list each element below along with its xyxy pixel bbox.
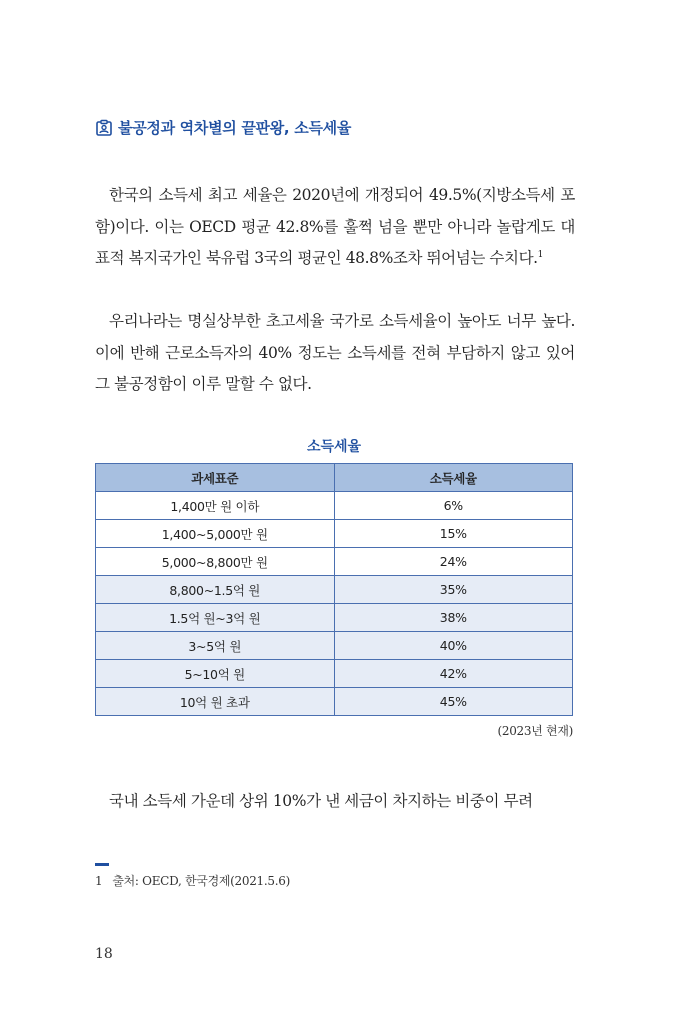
section-heading [95, 117, 351, 138]
paragraph-1-text: 한국의 소득세 최고 세율은 2020년에 개정되어 49.5%(지방소득세 포함)이다. 이는 OECD 평균 42.8%를 훌쩍 넘을 뿐만 아니라 놀랍게도 대표적 복지국가인 북유럽 3국의 평균인 48.8%조차 뛰어넘는 수치다. [95, 186, 575, 267]
footnote-divider [95, 863, 109, 866]
rate-cell: 6% [334, 492, 573, 520]
rate-cell: 45% [334, 688, 573, 716]
table-row [96, 660, 573, 688]
section-title: 불공정과 역차별의 끝판왕, 소득세율 [118, 119, 352, 137]
bracket-cell: 8,800~1.5억 원 [96, 576, 335, 604]
clipboard-person-icon [95, 119, 113, 137]
paragraph-1 [95, 180, 575, 275]
column-header-bracket: 과세표준 [96, 464, 335, 492]
footnote [95, 872, 290, 889]
table-as-of-note: (2023년 현재) [497, 724, 573, 738]
bracket-cell: 3~5억 원 [96, 632, 335, 660]
bracket-cell: 1,400만 원 이하 [96, 492, 335, 520]
table-row [96, 688, 573, 716]
table-title: 소득세율 [306, 439, 362, 455]
table-row [96, 576, 573, 604]
page-number: 18 [95, 946, 113, 962]
footnote-text: 출처: OECD, 한국경제(2021.5.6) [112, 874, 290, 888]
rate-cell: 35% [334, 576, 573, 604]
table-row [96, 548, 573, 576]
tax-rate-table [95, 463, 573, 716]
bracket-cell: 5,000~8,800만 원 [96, 548, 335, 576]
paragraph-3: 국내 소득세 가운데 상위 10%가 낸 세금이 차지하는 비중이 무려 [109, 792, 533, 810]
rate-cell: 40% [334, 632, 573, 660]
rate-cell: 38% [334, 604, 573, 632]
bracket-cell: 1,400~5,000만 원 [96, 520, 335, 548]
table-row [96, 632, 573, 660]
rate-cell: 24% [334, 548, 573, 576]
footnote-number: 1 [95, 874, 103, 888]
bracket-cell: 5~10억 원 [96, 660, 335, 688]
table-row [96, 604, 573, 632]
paragraph-2: 우리나라는 명실상부한 초고세율 국가로 소득세율이 높아도 너무 높다. 이에 반해 근로소득자의 40% 정도는 소득세를 전혀 부담하지 않고 있어 그 불공정함이 이루 말할 수 없다. [95, 312, 575, 393]
table-header-row [96, 464, 573, 492]
table-row [96, 492, 573, 520]
bracket-cell: 1.5억 원~3억 원 [96, 604, 335, 632]
footnote-ref: 1 [537, 249, 543, 260]
column-header-rate: 소득세율 [334, 464, 573, 492]
table-row [96, 520, 573, 548]
rate-cell: 15% [334, 520, 573, 548]
bracket-cell: 10억 원 초과 [96, 688, 335, 716]
rate-cell: 42% [334, 660, 573, 688]
